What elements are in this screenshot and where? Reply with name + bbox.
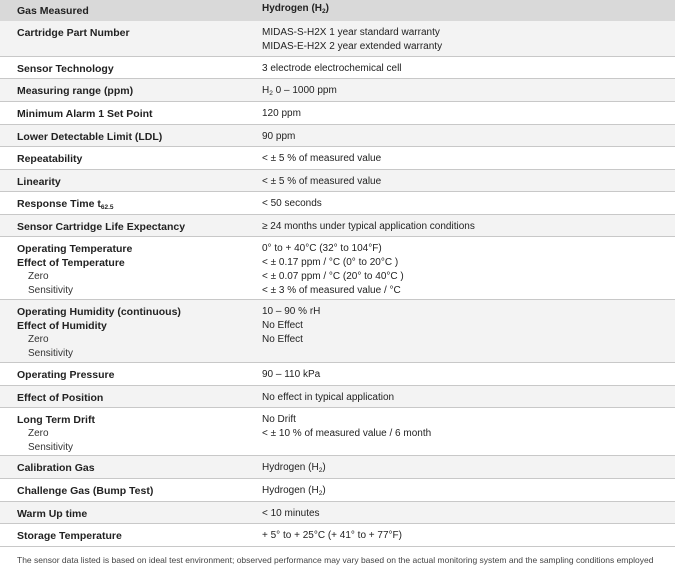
param-label: Calibration Gas xyxy=(17,462,95,474)
table-row xyxy=(0,21,675,57)
table-row xyxy=(0,386,675,408)
row-label xyxy=(0,386,262,407)
table-row xyxy=(0,192,675,215)
row-label xyxy=(0,524,262,546)
param-label: Operating Pressure xyxy=(17,369,115,381)
table-row xyxy=(0,102,675,125)
table-row xyxy=(0,408,675,456)
table-row xyxy=(0,300,675,363)
table-row xyxy=(0,524,675,547)
param-label: Operating Temperature xyxy=(17,243,133,255)
param-label: Minimum Alarm 1 Set Point xyxy=(17,108,153,120)
table-row xyxy=(0,147,675,170)
param-label: Sensor Technology xyxy=(17,63,114,75)
param-value: No Effect xyxy=(262,334,303,345)
param-label: Repeatability xyxy=(17,153,83,165)
value-subscript: 2 xyxy=(318,467,323,474)
row-value xyxy=(262,170,675,191)
param-value: No Drift xyxy=(262,414,296,425)
row-value xyxy=(262,57,675,78)
row-value xyxy=(262,215,675,236)
param-label: Effect of Humidity xyxy=(17,320,107,332)
param-label: Challenge Gas (Bump Test) xyxy=(17,485,154,497)
param-value: 3 electrode electrochemical cell xyxy=(262,63,402,74)
row-label xyxy=(0,502,262,523)
param-label: Warm Up time xyxy=(17,508,88,520)
row-value xyxy=(262,102,675,124)
param-value: < ± 5 % of measured value xyxy=(262,176,382,187)
footnote: The sensor data listed is based on ideal test environment; observed performance may vary based on the actual monitoring system and the sampling conditions employed xyxy=(17,555,654,565)
sub-label: Sensitivity xyxy=(28,442,74,453)
param-label: Cartridge Part Number xyxy=(17,27,130,39)
row-value xyxy=(262,479,675,501)
header-label: Gas Measured xyxy=(17,4,89,17)
table-row xyxy=(0,363,675,386)
param-label: Effect of Temperature xyxy=(17,257,125,269)
row-label xyxy=(0,300,262,362)
param-value xyxy=(262,461,675,478)
value-text: ) xyxy=(322,485,326,496)
param-label: Storage Temperature xyxy=(17,530,122,542)
param-value: MIDAS-S-H2X 1 year standard warranty xyxy=(262,27,440,38)
value-subscript: 2 xyxy=(318,490,323,497)
value-subscript: 2 xyxy=(269,90,273,97)
row-label xyxy=(0,125,262,146)
param-label: Linearity xyxy=(17,176,61,188)
table-body xyxy=(0,21,675,547)
param-value: < ± 3 % of measured value / °C xyxy=(262,285,401,296)
value-text: Hydrogen (H xyxy=(262,485,319,496)
row-value xyxy=(262,386,675,407)
row-label xyxy=(0,79,262,101)
param-value: ≥ 24 months under typical application conditions xyxy=(262,221,475,232)
row-value xyxy=(262,524,675,546)
param-value: < ± 10 % of measured value / 6 month xyxy=(262,428,432,439)
param-label-subscript: 62.5 xyxy=(100,204,114,211)
row-value xyxy=(262,363,675,385)
value-text: ) xyxy=(322,462,326,473)
param-value: MIDAS-E-H2X 2 year extended warranty xyxy=(262,41,443,52)
param-value: < ± 5 % of measured value xyxy=(262,153,382,164)
param-label-text: Response Time t xyxy=(17,198,101,210)
row-value xyxy=(262,237,675,299)
param-value: 90 ppm xyxy=(262,131,296,142)
row-label xyxy=(0,408,262,455)
table-row xyxy=(0,479,675,502)
param-value: < ± 0.17 ppm / °C (0° to 20°C ) xyxy=(262,257,399,268)
sub-label: Zero xyxy=(28,428,49,439)
row-label xyxy=(0,57,262,78)
value-text: 0 – 1000 ppm xyxy=(272,85,337,96)
param-label: Sensor Cartridge Life Expectancy xyxy=(17,221,186,233)
sub-label: Zero xyxy=(28,334,49,345)
table-row xyxy=(0,170,675,192)
row-label xyxy=(0,237,262,299)
param-label: Long Term Drift xyxy=(17,414,95,426)
param-label: Effect of Position xyxy=(17,392,104,404)
table-row xyxy=(0,456,675,479)
param-value: 0° to + 40°C (32° to 104°F) xyxy=(262,243,382,254)
row-value xyxy=(262,125,675,146)
row-value xyxy=(262,300,675,362)
param-value: < 10 minutes xyxy=(262,508,320,519)
row-label xyxy=(0,363,262,385)
header-value: Hydrogen $(H_2)$ xyxy=(262,3,329,15)
row-label xyxy=(0,170,262,191)
sub-label: Sensitivity xyxy=(28,285,74,296)
param-label: Operating Humidity (continuous) xyxy=(17,306,181,318)
row-label xyxy=(0,215,262,236)
row-label xyxy=(0,192,262,214)
row-value xyxy=(262,192,675,214)
param-label: Lower Detectable Limit (LDL) xyxy=(17,131,163,143)
value-text: Hydrogen (H xyxy=(262,462,319,473)
row-label xyxy=(0,147,262,169)
row-value xyxy=(262,21,675,56)
table-row xyxy=(0,125,675,147)
param-value: 90 – 110 kPa xyxy=(262,369,321,380)
row-value xyxy=(262,502,675,523)
sub-label: Zero xyxy=(28,271,49,282)
row-label xyxy=(0,21,262,56)
row-value xyxy=(262,147,675,169)
table-row xyxy=(0,215,675,237)
table-row xyxy=(0,237,675,300)
param-value: < ± 0.07 ppm / °C (20° to 40°C ) xyxy=(262,271,404,282)
param-label: Measuring range (ppm) xyxy=(17,85,134,97)
param-value: 120 ppm xyxy=(262,108,301,119)
row-value xyxy=(262,79,675,101)
param-value: + 5° to + 25°C (+ 41° to + 77°F) xyxy=(262,530,402,541)
table-row xyxy=(0,79,675,102)
row-label xyxy=(0,479,262,501)
param-value: No Effect xyxy=(262,320,303,331)
value-text: H xyxy=(262,85,270,96)
row-label xyxy=(0,456,262,478)
sub-label: Sensitivity xyxy=(28,348,74,359)
param-value: < 50 seconds xyxy=(262,198,322,209)
param-value: 10 – 90 % rH xyxy=(262,306,321,317)
param-label xyxy=(17,197,262,215)
table-row xyxy=(0,502,675,524)
row-value xyxy=(262,456,675,478)
table-row xyxy=(0,57,675,79)
row-label xyxy=(0,102,262,124)
param-value: No effect in typical application xyxy=(262,392,395,403)
param-value xyxy=(262,484,675,501)
row-value xyxy=(262,408,675,455)
param-value xyxy=(262,84,675,101)
table-header xyxy=(0,0,675,21)
